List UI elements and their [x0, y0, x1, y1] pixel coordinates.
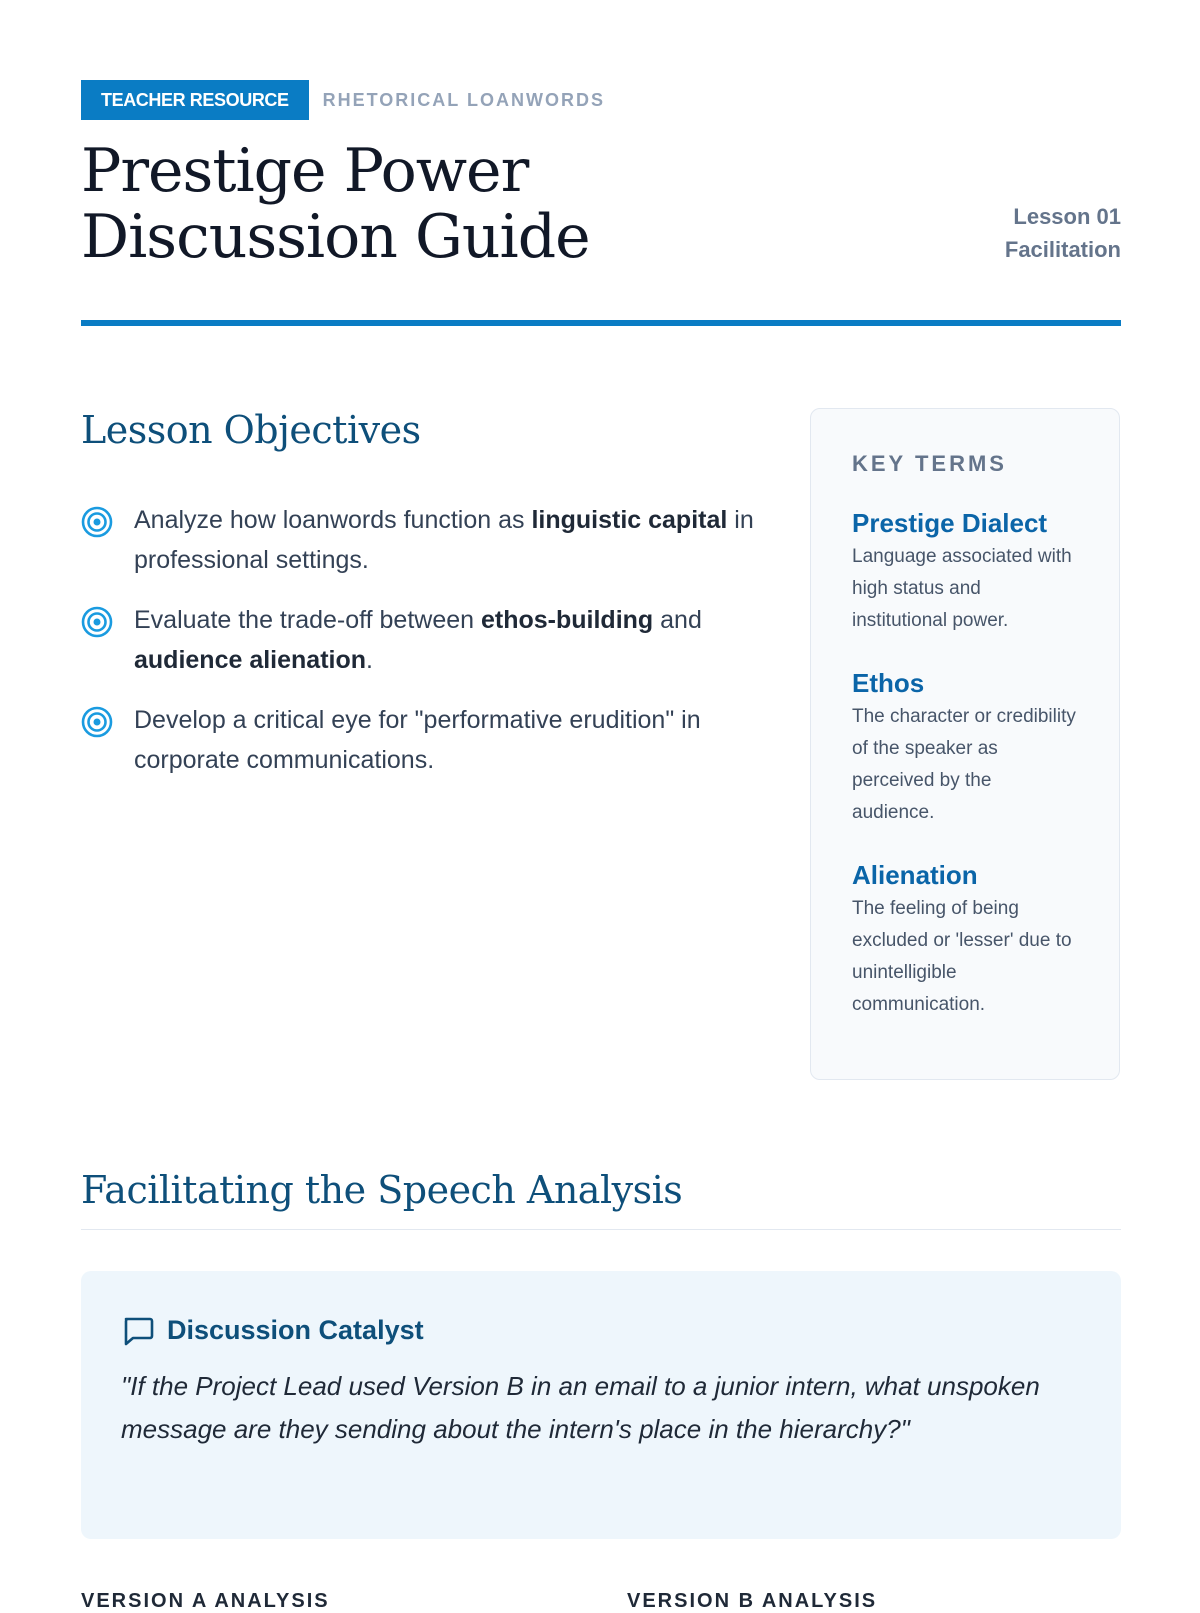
lesson-number: Lesson 01	[1013, 204, 1121, 229]
key-terms-heading: KEY TERMS	[852, 451, 1007, 476]
resource-badge: TEACHER RESOURCE	[81, 80, 309, 120]
version-a-label: VERSION A ANALYSIS	[81, 1590, 330, 1612]
version-b-label: VERSION B ANALYSIS	[627, 1590, 878, 1612]
objective-item: Analyze how loanwords function as linguistic capital in professional settings.	[81, 500, 761, 580]
objective-item: Evaluate the trade-off between ethos-building and audience alienation.	[81, 600, 761, 680]
header-divider	[81, 320, 1121, 326]
chat-bubble-icon	[121, 1313, 155, 1347]
term-definition: The feeling of being excluded or 'lesser' due to unintelligible communication.	[852, 898, 1072, 1015]
lesson-meta	[1005, 200, 1121, 266]
term-name: Prestige Dialect	[852, 508, 1048, 538]
facilitating-heading: Facilitating the Speech Analysis	[81, 1168, 683, 1212]
key-terms-panel	[810, 408, 1120, 1080]
target-icon	[81, 606, 113, 638]
objective-item: Develop a critical eye for "performative erudition" in corporate communications.	[81, 700, 761, 780]
page-title: Prestige Power Discussion Guide	[81, 136, 590, 272]
catalyst-quote: "If the Project Lead used Version B in an email to a junior intern, what unspoken message are they sending about the intern's place in the hierarchy?"	[121, 1371, 1040, 1444]
term-name: Alienation	[852, 860, 978, 890]
objectives-heading: Lesson Objectives	[81, 408, 421, 452]
term-item	[852, 507, 1079, 637]
target-icon	[81, 506, 113, 538]
discussion-catalyst-card	[81, 1271, 1121, 1539]
catalyst-header	[121, 1313, 1081, 1347]
category-label: RHETORICAL LOANWORDS	[322, 89, 605, 110]
objectives-list	[81, 500, 761, 800]
target-icon	[81, 706, 113, 738]
term-item	[852, 859, 1079, 1021]
section-divider	[81, 1229, 1121, 1230]
catalyst-title: Discussion Catalyst	[167, 1314, 424, 1345]
eyebrow	[81, 80, 605, 120]
lesson-type: Facilitation	[1004, 237, 1121, 262]
term-definition: The character or credibility of the speaker as perceived by the audience.	[852, 706, 1076, 823]
term-name: Ethos	[852, 668, 925, 698]
term-item	[852, 667, 1079, 829]
term-definition: Language associated with high status and institutional power.	[852, 546, 1072, 631]
